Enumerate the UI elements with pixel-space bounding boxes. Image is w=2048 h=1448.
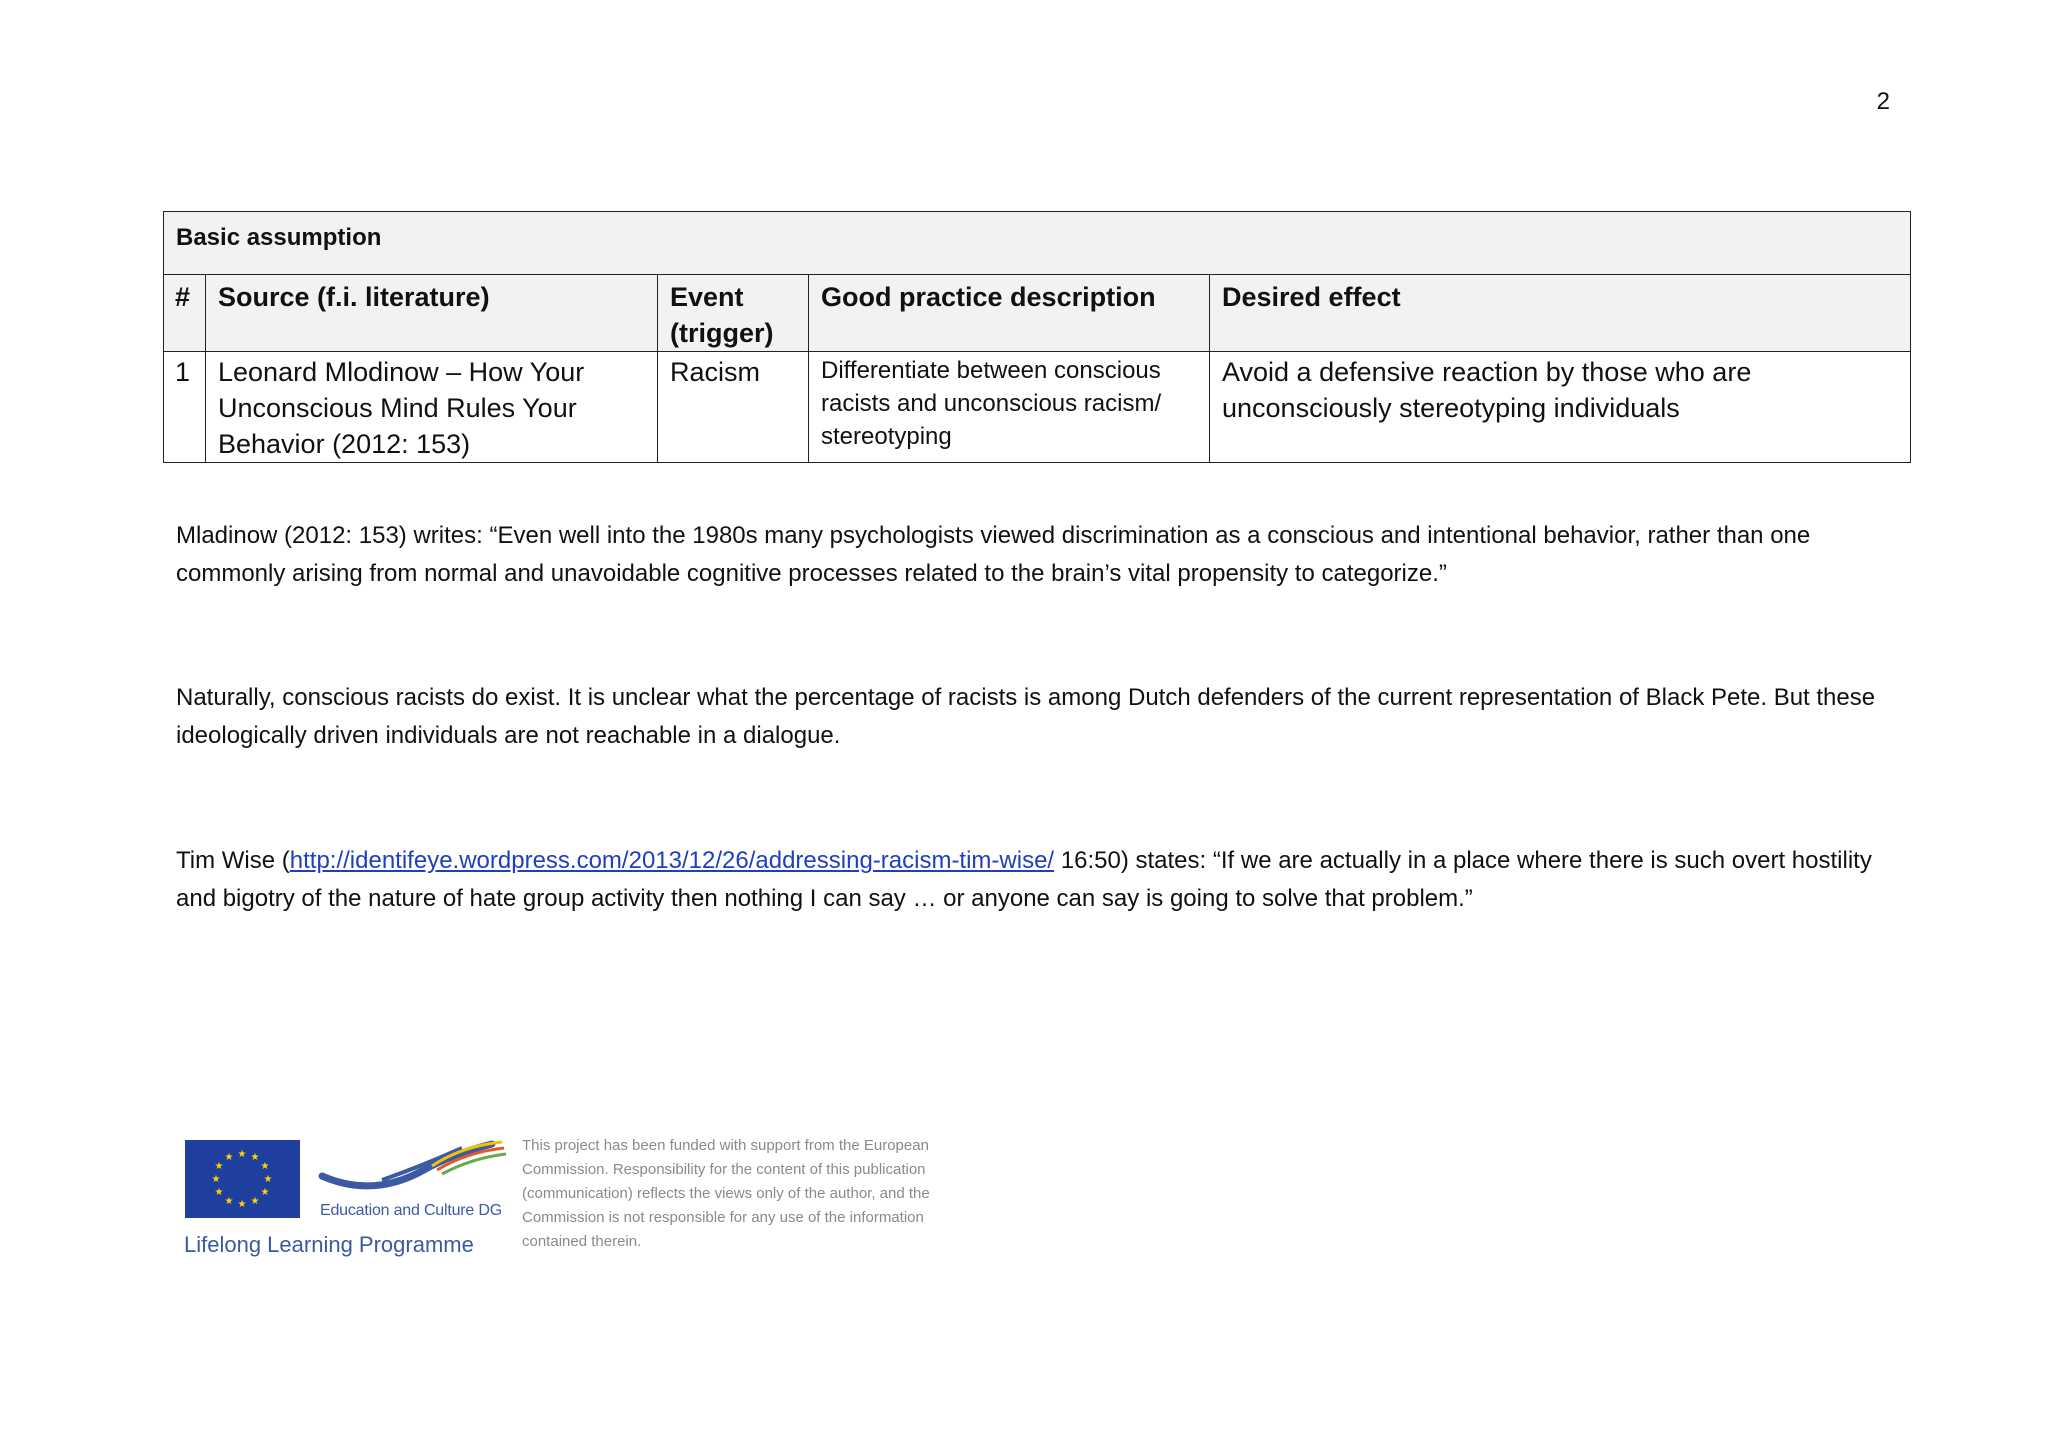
svg-text:★: ★: [211, 1174, 221, 1185]
svg-text:★: ★: [214, 1187, 224, 1198]
header-practice: Good practice description: [809, 275, 1210, 352]
tim-wise-intro: Tim Wise (: [176, 847, 290, 874]
tim-wise-quote: 16:50) states: “If we are actually in a place where there is such overt hostility and bigotry of the nature of hate group activity then nothing I can say … or anyone can say is going to solve that problem.”: [176, 847, 1872, 912]
paragraph-tim-wise: [176, 842, 1896, 918]
page-number: 2: [1876, 88, 1890, 115]
cell-practice: Differentiate between conscious racists and unconscious racism/ stereotyping: [809, 352, 1210, 463]
svg-text:★: ★: [214, 1161, 224, 1172]
svg-text:★: ★: [250, 1152, 260, 1163]
table-header-row: [164, 275, 1911, 352]
funding-disclaimer: This project has been funded with support from the European Commission. Responsibility for the content of this publication (communication) reflects the views only of the author, and the Commission is not responsible for any use of the information contained therein.: [522, 1137, 930, 1250]
svg-text:★: ★: [237, 1199, 247, 1210]
education-culture-label: Education and Culture DG: [320, 1202, 502, 1219]
paragraph-mladinow: Mladinow (2012: 153) writes: “Even well into the 1980s many psychologists viewed discrimination as a conscious and intentional behavior, rather than one commonly arising from normal and unavoidable cognitive processes related to the brain’s vital propensity to categorize.”: [176, 522, 1811, 587]
cell-source: Leonard Mlodinow – How Your Unconscious Mind Rules Your Behavior (2012: 153): [206, 352, 658, 463]
cell-effect: Avoid a defensive reaction by those who are unconsciously stereotyping individuals: [1210, 352, 1911, 463]
lifelong-learning-label: Lifelong Learning Programme: [184, 1232, 474, 1257]
header-number: #: [164, 275, 206, 352]
eu-flag-logo: [185, 1140, 300, 1218]
svg-text:★: ★: [250, 1196, 260, 1207]
header-event: Event (trigger): [658, 275, 809, 352]
svg-text:★: ★: [224, 1196, 234, 1207]
header-effect: Desired effect: [1210, 275, 1911, 352]
cell-event: Racism: [658, 352, 809, 463]
eu-stars-icon: [185, 1140, 300, 1218]
identifeye-link[interactable]: http://identifeye.wordpress.com/2013/12/26/addressing-racism-tim-wise/: [289, 847, 1055, 874]
svg-text:★: ★: [224, 1152, 234, 1163]
paragraph-conscious-racists: Naturally, conscious racists do exist. It is unclear what the percentage of racists is among Dutch defenders of the current representation of Black Pete. But these ideologically driven individuals are not reachable in a dialogue.: [176, 684, 1876, 749]
table-row: [164, 352, 1911, 463]
cell-number: 1: [164, 352, 206, 463]
svg-text:★: ★: [260, 1161, 270, 1172]
table-title-row: [164, 212, 1911, 275]
header-source: Source (f.i. literature): [206, 275, 658, 352]
eu-funding-footer: [182, 1130, 972, 1270]
table-title: Basic assumption: [164, 212, 1911, 275]
svg-text:★: ★: [237, 1149, 247, 1160]
svg-text:★: ★: [263, 1174, 273, 1185]
svg-text:★: ★: [260, 1187, 270, 1198]
basic-assumption-table: [163, 211, 1911, 463]
